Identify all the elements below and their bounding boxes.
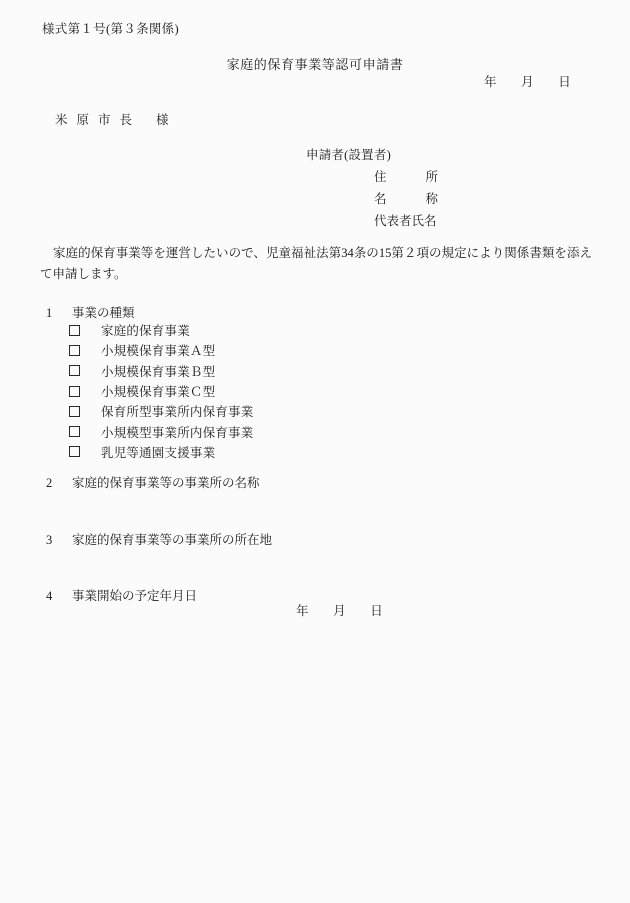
business-type-option[interactable] [69, 421, 253, 441]
section-2-heading [46, 473, 260, 491]
addressee-name: 米原市長 [55, 113, 142, 127]
month-label: 月 [521, 75, 534, 89]
addressee-honorific: 様 [156, 113, 169, 127]
form-number-label: 様式第１号(第３条関係) [42, 22, 179, 36]
document-title: 家庭的保育事業等認可申請書 [226, 57, 404, 72]
business-type-label: 小規模保育事業Ａ型 [101, 344, 216, 359]
section-1-title: 事業の種類 [72, 306, 135, 320]
section-4-number: 4 [46, 589, 53, 603]
business-type-option[interactable] [69, 340, 253, 360]
business-type-option[interactable] [69, 361, 253, 381]
submission-date-line [484, 72, 571, 90]
business-type-option[interactable] [69, 381, 253, 401]
applicant-heading: 申請者(設置者) [306, 148, 391, 162]
business-type-label: 小規模保育事業Ｃ型 [101, 385, 216, 400]
section-3-heading [46, 530, 272, 548]
checkbox-icon[interactable] [69, 426, 80, 437]
section-3-number: 3 [46, 533, 53, 547]
section-3-title: 家庭的保育事業等の事業所の所在地 [72, 533, 273, 547]
business-type-label: 乳児等通園支援事業 [101, 445, 216, 460]
section-4-heading [46, 586, 197, 604]
day-label: 日 [558, 75, 571, 89]
business-type-option-list [69, 320, 253, 462]
checkbox-icon[interactable] [69, 446, 80, 457]
business-type-label: 小規模保育事業Ｂ型 [101, 364, 216, 379]
addressee-line [55, 110, 169, 128]
year-label: 年 [296, 604, 309, 618]
business-type-label: 保育所型事業所内保育事業 [101, 405, 254, 420]
month-label: 月 [333, 604, 346, 618]
business-type-label: 家庭的保育事業 [101, 324, 190, 339]
section-2-title: 家庭的保育事業等の事業所の名称 [72, 476, 260, 490]
section-4-title: 事業開始の予定年月日 [72, 589, 198, 603]
start-date-line [296, 601, 383, 619]
applicant-address-label: 住所 [374, 170, 438, 184]
day-label: 日 [370, 604, 383, 618]
business-type-option[interactable] [69, 442, 253, 462]
business-type-label: 小規模型事業所内保育事業 [101, 425, 254, 440]
applicant-representative-label: 代表者氏名 [374, 214, 437, 228]
section-1-number: 1 [46, 306, 53, 320]
section-2-number: 2 [46, 476, 53, 490]
checkbox-icon[interactable] [69, 365, 80, 376]
applicant-name-label: 名称 [374, 192, 438, 206]
year-label: 年 [484, 75, 497, 89]
checkbox-icon[interactable] [69, 345, 80, 356]
application-body-text: 家庭的保育事業等を運営したいので、児童福祉法第34条の15第２項の規定により関係書類を添えて申請します。 [40, 246, 592, 281]
business-type-option[interactable] [69, 320, 253, 340]
business-type-option[interactable] [69, 401, 253, 421]
checkbox-icon[interactable] [69, 325, 80, 336]
checkbox-icon[interactable] [69, 406, 80, 417]
applicant-block [306, 145, 438, 229]
section-1-heading [46, 303, 135, 321]
checkbox-icon[interactable] [69, 386, 80, 397]
